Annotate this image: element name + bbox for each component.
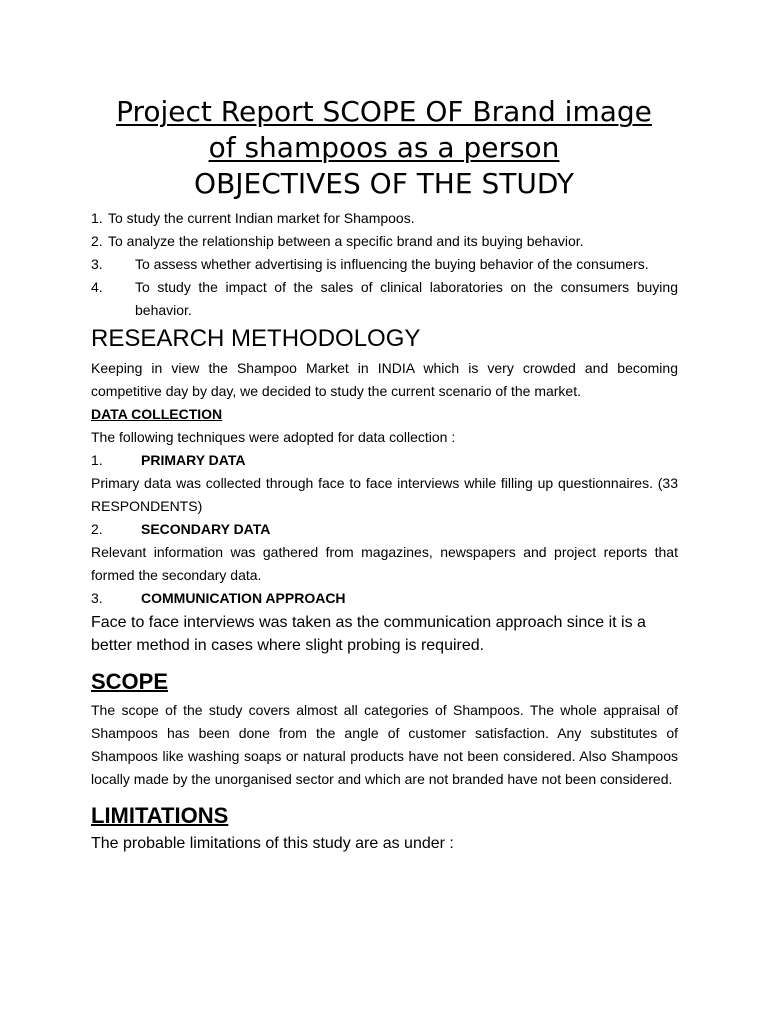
technique-number: 1. [91, 452, 103, 468]
scope-paragraph: The scope of the study covers almost all categories of Shampoos. The whole appraisal of Shampoos has been done from the angle of customer satisfaction. Any substitutes of Shampoos like washing soaps or natural products have not been considered. Also Shampoos locally made by the unorganised sector and which are not branded have not been considered. [91, 702, 678, 787]
objective-item [91, 207, 678, 230]
objective-text: To analyze the relationship between a specific brand and its buying behavior. [108, 233, 584, 249]
limitations-heading: LIMITATIONS [91, 803, 229, 828]
technique-label: SECONDARY DATA [141, 521, 271, 537]
technique-heading [91, 449, 678, 472]
scope-heading: SCOPE [91, 669, 169, 694]
objective-number: 1. [91, 210, 103, 226]
technique-heading [91, 587, 678, 610]
objective-number: 4. [91, 279, 103, 295]
page-title-line-2: of shampoos as a person [208, 131, 560, 164]
technique-text: Face to face interviews was taken as the communication approach since it is a better method in cases where slight probing is required. [91, 614, 646, 654]
data-collection-intro: The following techniques were adopted for data collection : [91, 429, 456, 445]
objective-item [91, 253, 678, 276]
technique-number: 2. [91, 521, 103, 537]
objective-number: 2. [91, 233, 103, 249]
objective-text: To assess whether advertising is influencing the buying behavior of the consumers. [135, 256, 649, 272]
objective-item [91, 230, 678, 253]
data-collection-heading: DATA COLLECTION [91, 406, 223, 422]
title-block [0, 94, 768, 202]
technique-text: Primary data was collected through face to face interviews while filling up questionnaires. (33 RESPONDENTS) [91, 475, 678, 514]
limitations-intro: The probable limitations of this study are as under : [91, 835, 454, 852]
objective-text: To study the current Indian market for Shampoos. [108, 210, 415, 226]
technique-heading [91, 518, 678, 541]
document-body [91, 207, 678, 855]
technique-label: COMMUNICATION APPROACH [141, 590, 346, 606]
objectives-heading: OBJECTIVES OF THE STUDY [194, 167, 574, 200]
objective-text: To study the impact of the sales of clinical laboratories on the consumers buying behavior. [135, 279, 678, 318]
research-methodology-heading: RESEARCH METHODOLOGY [91, 325, 421, 352]
objective-item [91, 276, 678, 322]
technique-number: 3. [91, 590, 103, 606]
technique-text: Relevant information was gathered from magazines, newspapers and project reports that formed the secondary data. [91, 544, 678, 583]
page-title-line-1: Project Report SCOPE OF Brand image [116, 95, 652, 128]
objective-number: 3. [91, 256, 103, 272]
technique-label: PRIMARY DATA [141, 452, 246, 468]
research-paragraph: Keeping in view the Shampoo Market in INDIA which is very crowded and becoming competitive day by day, we decided to study the current scenario of the market. [91, 360, 678, 399]
